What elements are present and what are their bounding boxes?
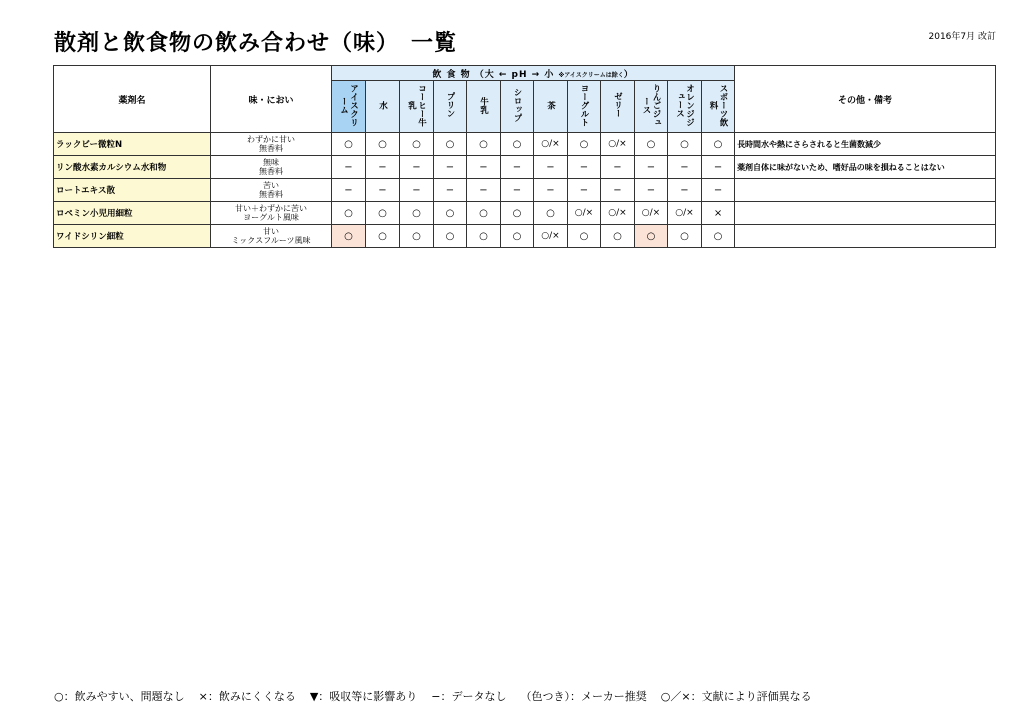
smell-text: 無香料 xyxy=(259,144,283,153)
compatibility-cell: ○ xyxy=(467,225,501,248)
compatibility-cell: ○/× xyxy=(534,133,568,156)
compatibility-cell: ○/× xyxy=(568,202,601,225)
compatibility-cell: ○ xyxy=(568,225,601,248)
compatibility-cell: − xyxy=(702,179,735,202)
compatibility-cell: ○/× xyxy=(534,225,568,248)
legend-item: （色つき）：メーカー推奨 xyxy=(520,690,647,703)
compatibility-cell: − xyxy=(568,156,601,179)
compatibility-cell: − xyxy=(635,179,668,202)
smell-text: ヨーグルト風味 xyxy=(243,213,299,222)
compatibility-cell: ○/× xyxy=(635,202,668,225)
compatibility-cell: − xyxy=(434,156,467,179)
taste-cell xyxy=(211,156,332,179)
food-column-label: アイスクリーム xyxy=(338,83,359,127)
smell-text: 無香料 xyxy=(259,190,283,199)
compatibility-cell: − xyxy=(601,179,635,202)
compatibility-cell: ○ xyxy=(534,202,568,225)
food-column-label: プリン xyxy=(445,92,455,118)
compatibility-cell: − xyxy=(332,179,366,202)
compatibility-cell: ○ xyxy=(467,133,501,156)
table-row xyxy=(54,225,996,248)
drug-name-cell: ラックビー微粒N xyxy=(54,133,211,156)
drug-name-cell: ロートエキス散 xyxy=(54,179,211,202)
smell-text: ミックスフルーツ風味 xyxy=(231,236,311,245)
food-column-header xyxy=(601,81,635,133)
compatibility-cell: − xyxy=(400,179,434,202)
compatibility-cell: ○ xyxy=(332,202,366,225)
compatibility-cell: ○ xyxy=(332,133,366,156)
compatibility-cell: − xyxy=(467,156,501,179)
taste-text: 無味 xyxy=(263,158,279,167)
compatibility-cell: − xyxy=(702,156,735,179)
table-row xyxy=(54,179,996,202)
compatibility-cell: − xyxy=(568,179,601,202)
header-remarks: その他・備考 xyxy=(735,66,996,133)
food-column-header xyxy=(668,81,702,133)
food-column-label: コーヒー牛乳 xyxy=(406,83,427,127)
compatibility-cell: − xyxy=(534,156,568,179)
compatibility-cell: ○ xyxy=(501,225,534,248)
header-food-group-close: ） xyxy=(623,69,634,80)
compatibility-cell: ○ xyxy=(668,225,702,248)
remarks-cell xyxy=(735,202,996,225)
compatibility-cell: ○ xyxy=(400,133,434,156)
taste-cell xyxy=(211,202,332,225)
compatibility-cell: ○ xyxy=(501,133,534,156)
drug-food-table xyxy=(53,65,996,248)
legend-item: −：データなし xyxy=(431,690,507,703)
compatibility-cell: ○ xyxy=(400,202,434,225)
legend-item: ▼：吸収等に影響あり xyxy=(309,690,418,703)
header-food-group xyxy=(332,66,735,81)
compatibility-cell: ○ xyxy=(635,133,668,156)
compatibility-cell: × xyxy=(702,202,735,225)
compatibility-cell: ○ xyxy=(366,133,400,156)
compatibility-cell: ○ xyxy=(366,202,400,225)
compatibility-cell: ○ xyxy=(434,202,467,225)
food-column-label: 水 xyxy=(377,100,388,110)
food-column-label: 牛乳 xyxy=(478,96,489,114)
food-column-header xyxy=(434,81,467,133)
food-column-label: ゼリー xyxy=(612,92,623,118)
food-column-label: ヨーグルト xyxy=(579,83,589,127)
drug-name-cell: ワイドシリン細粒 xyxy=(54,225,211,248)
taste-text: わずかに甘い xyxy=(247,135,295,144)
compatibility-cell: − xyxy=(332,156,366,179)
compatibility-cell: − xyxy=(400,156,434,179)
compatibility-cell: ○ xyxy=(635,225,668,248)
legend xyxy=(54,688,826,704)
food-column-header xyxy=(467,81,501,133)
compatibility-cell: ○ xyxy=(366,225,400,248)
compatibility-cell: − xyxy=(501,179,534,202)
taste-cell xyxy=(211,133,332,156)
compatibility-cell: − xyxy=(366,156,400,179)
compatibility-cell: ○ xyxy=(400,225,434,248)
table-row xyxy=(54,156,996,179)
food-column-header xyxy=(635,81,668,133)
compatibility-cell: ○ xyxy=(332,225,366,248)
header-drug-name: 薬剤名 xyxy=(54,66,211,133)
table-row xyxy=(54,202,996,225)
food-column-header xyxy=(332,81,366,133)
legend-item: ○／×：文献により評価異なる xyxy=(660,690,812,703)
food-column-header xyxy=(501,81,534,133)
food-column-header xyxy=(400,81,434,133)
taste-text: 甘い xyxy=(263,227,279,236)
food-column-label: シロップ xyxy=(512,88,522,122)
legend-item: ×：飲みにくくなる xyxy=(198,690,296,703)
compatibility-cell: − xyxy=(668,179,702,202)
compatibility-cell: − xyxy=(601,156,635,179)
remarks-cell: 長時間水や熱にさらされると生菌数減少 xyxy=(735,133,996,156)
compatibility-cell: − xyxy=(635,156,668,179)
compatibility-cell: ○/× xyxy=(668,202,702,225)
compatibility-cell: − xyxy=(534,179,568,202)
compatibility-cell: ○ xyxy=(668,133,702,156)
header-food-group-label: 飲 食 物 （大 ← pH → 小 xyxy=(432,69,559,80)
food-column-label: スポーツ飲料 xyxy=(708,83,729,127)
taste-text: 苦い xyxy=(263,181,279,190)
food-column-label: りんごジュース xyxy=(641,83,661,127)
food-column-label: 茶 xyxy=(545,100,556,110)
compatibility-cell: ○/× xyxy=(601,133,635,156)
drug-name-cell: リン酸水素カルシウム水和物 xyxy=(54,156,211,179)
header-food-group-note: ※アイスクリームは除く xyxy=(558,71,624,79)
compatibility-cell: ○ xyxy=(702,225,735,248)
remarks-cell xyxy=(735,179,996,202)
compatibility-cell: − xyxy=(668,156,702,179)
remarks-cell: 薬剤自体に味がないため、嗜好品の味を損ねることはない xyxy=(735,156,996,179)
table-row xyxy=(54,133,996,156)
compatibility-cell: ○ xyxy=(501,202,534,225)
remarks-cell xyxy=(735,225,996,248)
compatibility-cell: ○ xyxy=(601,225,635,248)
food-column-header xyxy=(366,81,400,133)
food-column-header xyxy=(702,81,735,133)
compatibility-cell: ○ xyxy=(434,133,467,156)
taste-cell xyxy=(211,225,332,248)
smell-text: 無香料 xyxy=(259,167,283,176)
legend-item: ○：飲みやすい、問題なし xyxy=(54,690,185,703)
compatibility-cell: ○ xyxy=(434,225,467,248)
compatibility-cell: − xyxy=(501,156,534,179)
food-column-header xyxy=(568,81,601,133)
food-column-label: オレンジジュース xyxy=(674,83,695,127)
page-title: 散剤と飲食物の飲み合わせ（味） 一覧 xyxy=(54,31,458,56)
compatibility-cell: − xyxy=(366,179,400,202)
compatibility-cell: ○ xyxy=(702,133,735,156)
compatibility-cell: − xyxy=(467,179,501,202)
header-taste-smell: 味・におい xyxy=(211,66,332,133)
compatibility-cell: ○ xyxy=(568,133,601,156)
compatibility-cell: ○ xyxy=(467,202,501,225)
taste-cell xyxy=(211,179,332,202)
compatibility-cell: − xyxy=(434,179,467,202)
food-column-header xyxy=(534,81,568,133)
revision-date: 2016年7月 改訂 xyxy=(928,32,996,42)
taste-text: 甘い＋わずかに苦い xyxy=(235,204,307,213)
drug-name-cell: ロペミン小児用細粒 xyxy=(54,202,211,225)
compatibility-cell: ○/× xyxy=(601,202,635,225)
